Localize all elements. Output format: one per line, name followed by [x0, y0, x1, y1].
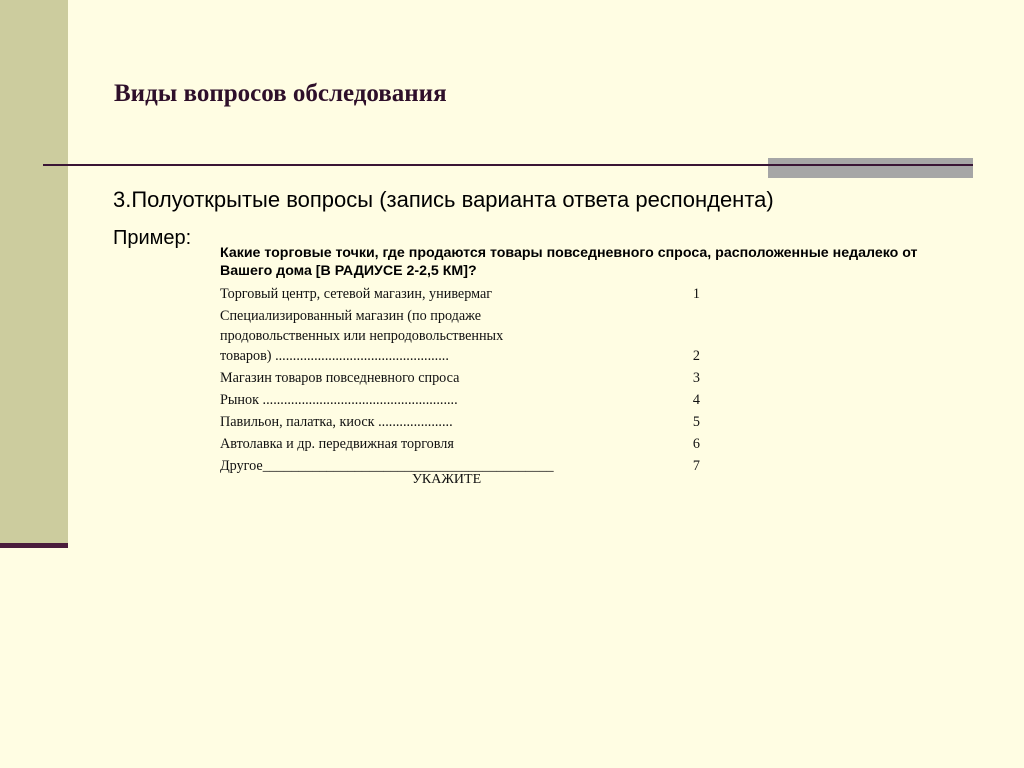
- answer-label: Павильон, палатка, киоск .....................: [220, 414, 453, 430]
- answer-code: 5: [692, 414, 700, 430]
- side-bar: [0, 0, 68, 545]
- answer-code: 7: [692, 458, 700, 474]
- answer-code: 6: [692, 436, 700, 452]
- answer-code: 1: [692, 286, 700, 302]
- title-rule: [43, 164, 973, 166]
- answer-label: Автолавка и др. передвижная торговля: [220, 436, 454, 452]
- side-bar-underline: [0, 543, 68, 548]
- answer-label: Рынок .......................................................: [220, 392, 458, 408]
- answer-code: 3: [692, 370, 700, 386]
- answer-option: [220, 306, 740, 366]
- answer-option: [220, 368, 740, 388]
- answer-option: [220, 434, 740, 454]
- survey-question: Какие торговые точки, где продаются товары повседневного спроса, расположенные недалеко от Вашего дома [В РАДИУСЕ 2-2,5 КМ]?: [220, 245, 918, 279]
- answer-code: 2: [692, 348, 700, 364]
- answer-option: [220, 390, 740, 410]
- specify-label: УКАЖИТЕ: [412, 472, 482, 487]
- answer-label: Магазин товаров повседневного спроса: [220, 370, 460, 386]
- answer-option: [220, 284, 740, 304]
- slide-title: Виды вопросов обследования: [114, 80, 447, 107]
- answer-label: Торговый центр, сетевой магазин, универмаг: [220, 286, 493, 302]
- example-label: Пример:: [113, 227, 192, 249]
- answer-label: Другое_________________________________________: [220, 458, 554, 474]
- answer-code: 4: [692, 392, 700, 408]
- slide-subtitle: 3.Полуоткрытые вопросы (запись варианта ответа респондента): [113, 187, 774, 212]
- answer-list: [220, 284, 740, 478]
- answer-label: Специализированный магазин (по продаже продовольственных или непродовольственных товаров) .................................................: [220, 308, 504, 364]
- title-rule-accent-lower: [768, 166, 973, 178]
- answer-option: [220, 412, 740, 432]
